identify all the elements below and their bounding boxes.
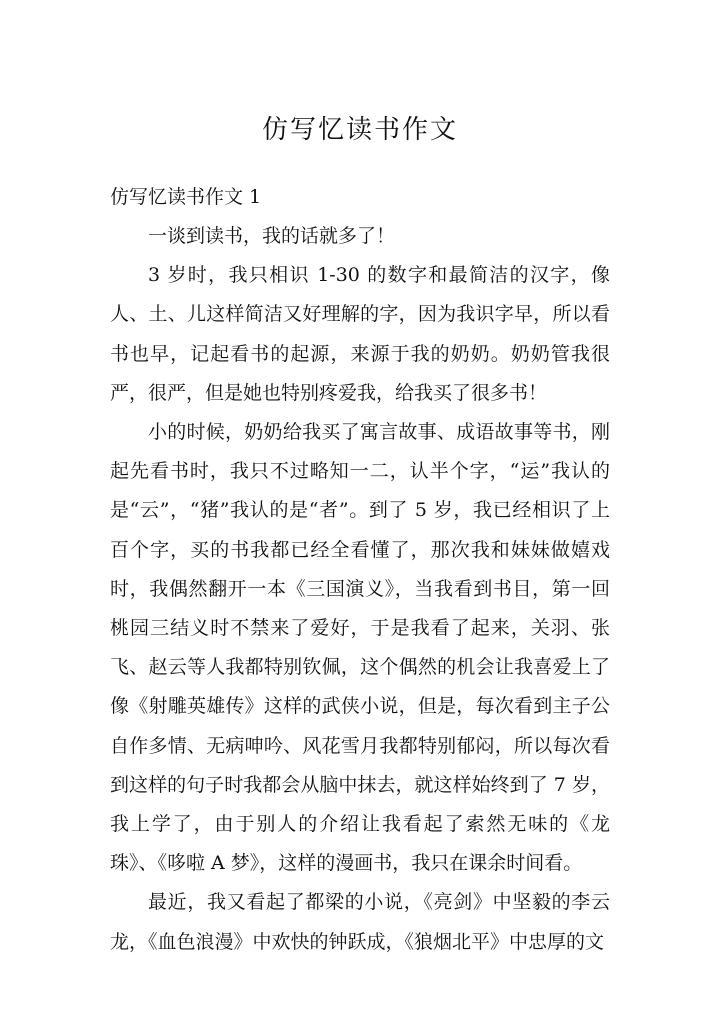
page-title: 仿写忆读书作文 <box>261 115 458 145</box>
paragraph-4: 最近，我又看起了都梁的小说，《亮剑》中坚毅的李云龙，《血色浪漫》中欢快的钟跃成，《狼烟北平》中忠厚的文 <box>110 891 610 953</box>
paragraph-3: 小的时候，奶奶给我买了寓言故事、成语故事等书，刚起先看书时，我只不过略知一二，认半个字，“运”我认的是“云”，“猪”我认的是“者”。到了 5 岁，我已经相识了上百个字，买的书我都已经全看懂了，那次我和妹妹做嬉戏时，我偶然翻开一本《三国演义》，当我看到书目，第一回桃园三结义时不禁来了爱好，于是我看了起来，关羽、张飞、赵云等人我都特别钦佩，这个偶然的机会让我喜爱上了像《射雕英雄传》这样的武侠小说，但是，每次看到主子公自作多情、无病呻吟、风花雪月我都特别郁闷，所以每次看到这样的句子时我都会从脑中抹去，就这样始终到了 7 岁，我上学了，由于别人的介绍让我看起了索然无味的《龙珠》、《哆啦 A 梦》，这样的漫画书，我只在课余时间看。 <box>110 421 610 875</box>
paragraph-2: 3 岁时，我只相识 1-30 的数字和最简洁的汉字，像人、土、儿这样简洁又好理解的字，因为我识字早，所以看书也早，记起看书的起源，来源于我的奶奶。奶奶管我很严，很严，但是她也特别疼爱我，给我买了很多书！ <box>110 264 610 404</box>
section-heading: 仿写忆读书作文 1 <box>110 186 262 208</box>
document-body <box>110 178 610 962</box>
paragraph-1: 一谈到读书，我的话就多了！ <box>148 225 396 247</box>
